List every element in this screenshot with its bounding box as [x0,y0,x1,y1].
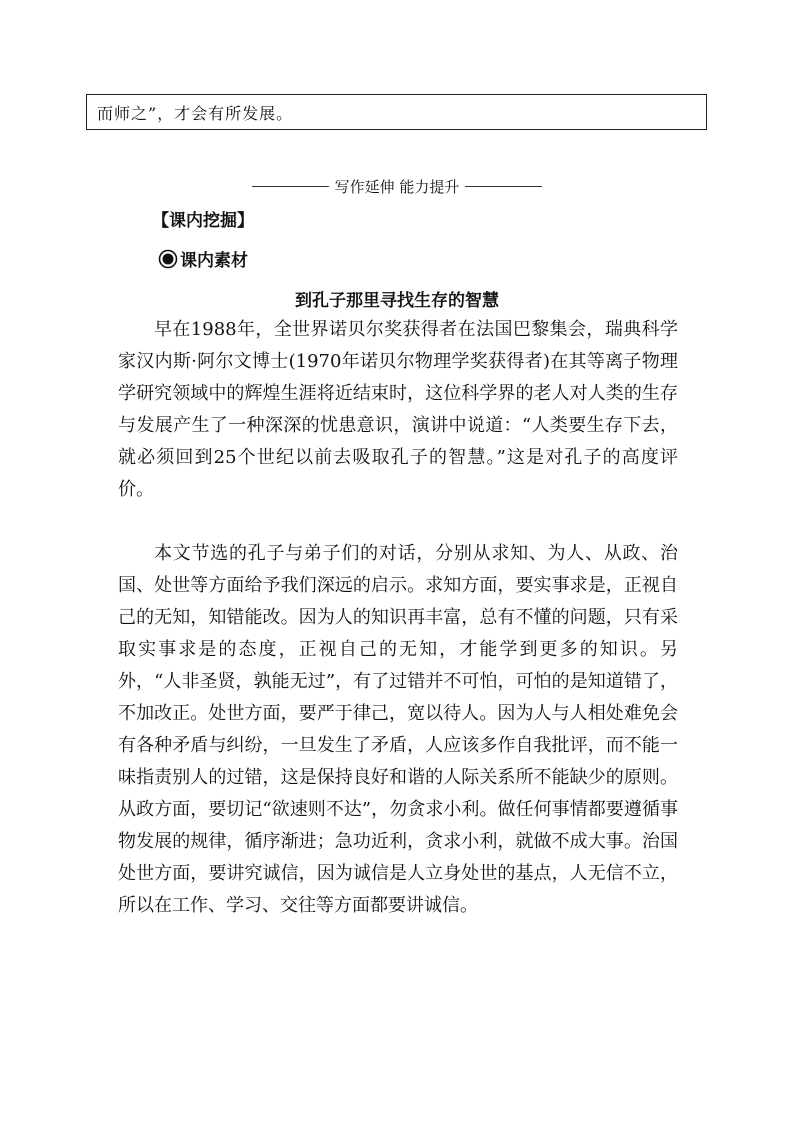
divider-rule-left [252,186,329,187]
article-paragraph-2: 本文节选的孔子与弟子们的对话，分别从求知、为人、从政、治国、处世等方面给予我们深远的启示。求知方面，要实事求是，正视自己的无知，知错能改。因为人的知识再丰富，总有不懂的问题，只有采取实事求是的态度，正视自己的无知，才能学到更多的知识。另外，“人非圣贤，孰能无过”，有了过错并不可怕，可怕的是知道错了，不加改正。处世方面，要严于律己，宽以待人。因为人与人相处难免会有各种矛盾与纠纷，一旦发生了矛盾，人应该多作自我批评，而不能一味指责别人的过错，这是保持良好和谐的人际关系所不能缺少的原则。从政方面，要切记“欲速则不达”，勿贪求小利。做任何事情都要遵循事物发展的规律，循序渐进；急功近利，贪求小利，就做不成大事。治国处世方面，要讲究诚信，因为诚信是人立身处世的基点，人无信不立，所以在工作、学习、交往等方面都要讲诚信。 [118,543,678,916]
circled-dot-icon [158,249,178,269]
sub-heading [158,246,248,271]
section-divider-label: 写作延伸 能力提升 [334,177,460,196]
divider-rule-right [465,186,542,187]
article-paragraph-1: 早在1988年，全世界诺贝尔奖获得者在法国巴黎集会，瑞典科学家汉内斯·阿尔文博士(1970年诺贝尔物理学奖获得者)在其等离子物理学研究领域中的辉煌生涯将近结束时，这位科学界的老人对人类的生存与发展产生了一种深深的忧患意识，演讲中说道：“人类要生存下去，就必须回到25个世纪以前去吸取孔子的智慧。”这是对孔子的高度评价。 [118,319,678,500]
article-title: 到孔子那里寻找生存的智慧 [295,291,499,311]
continued-text: 而师之”，才会有所发展。 [97,104,294,123]
continued-text-box [86,94,707,130]
bracket-heading: 【课内挖掘】 [152,211,254,231]
section-divider [252,174,542,198]
sub-heading-text: 课内素材 [180,251,248,271]
